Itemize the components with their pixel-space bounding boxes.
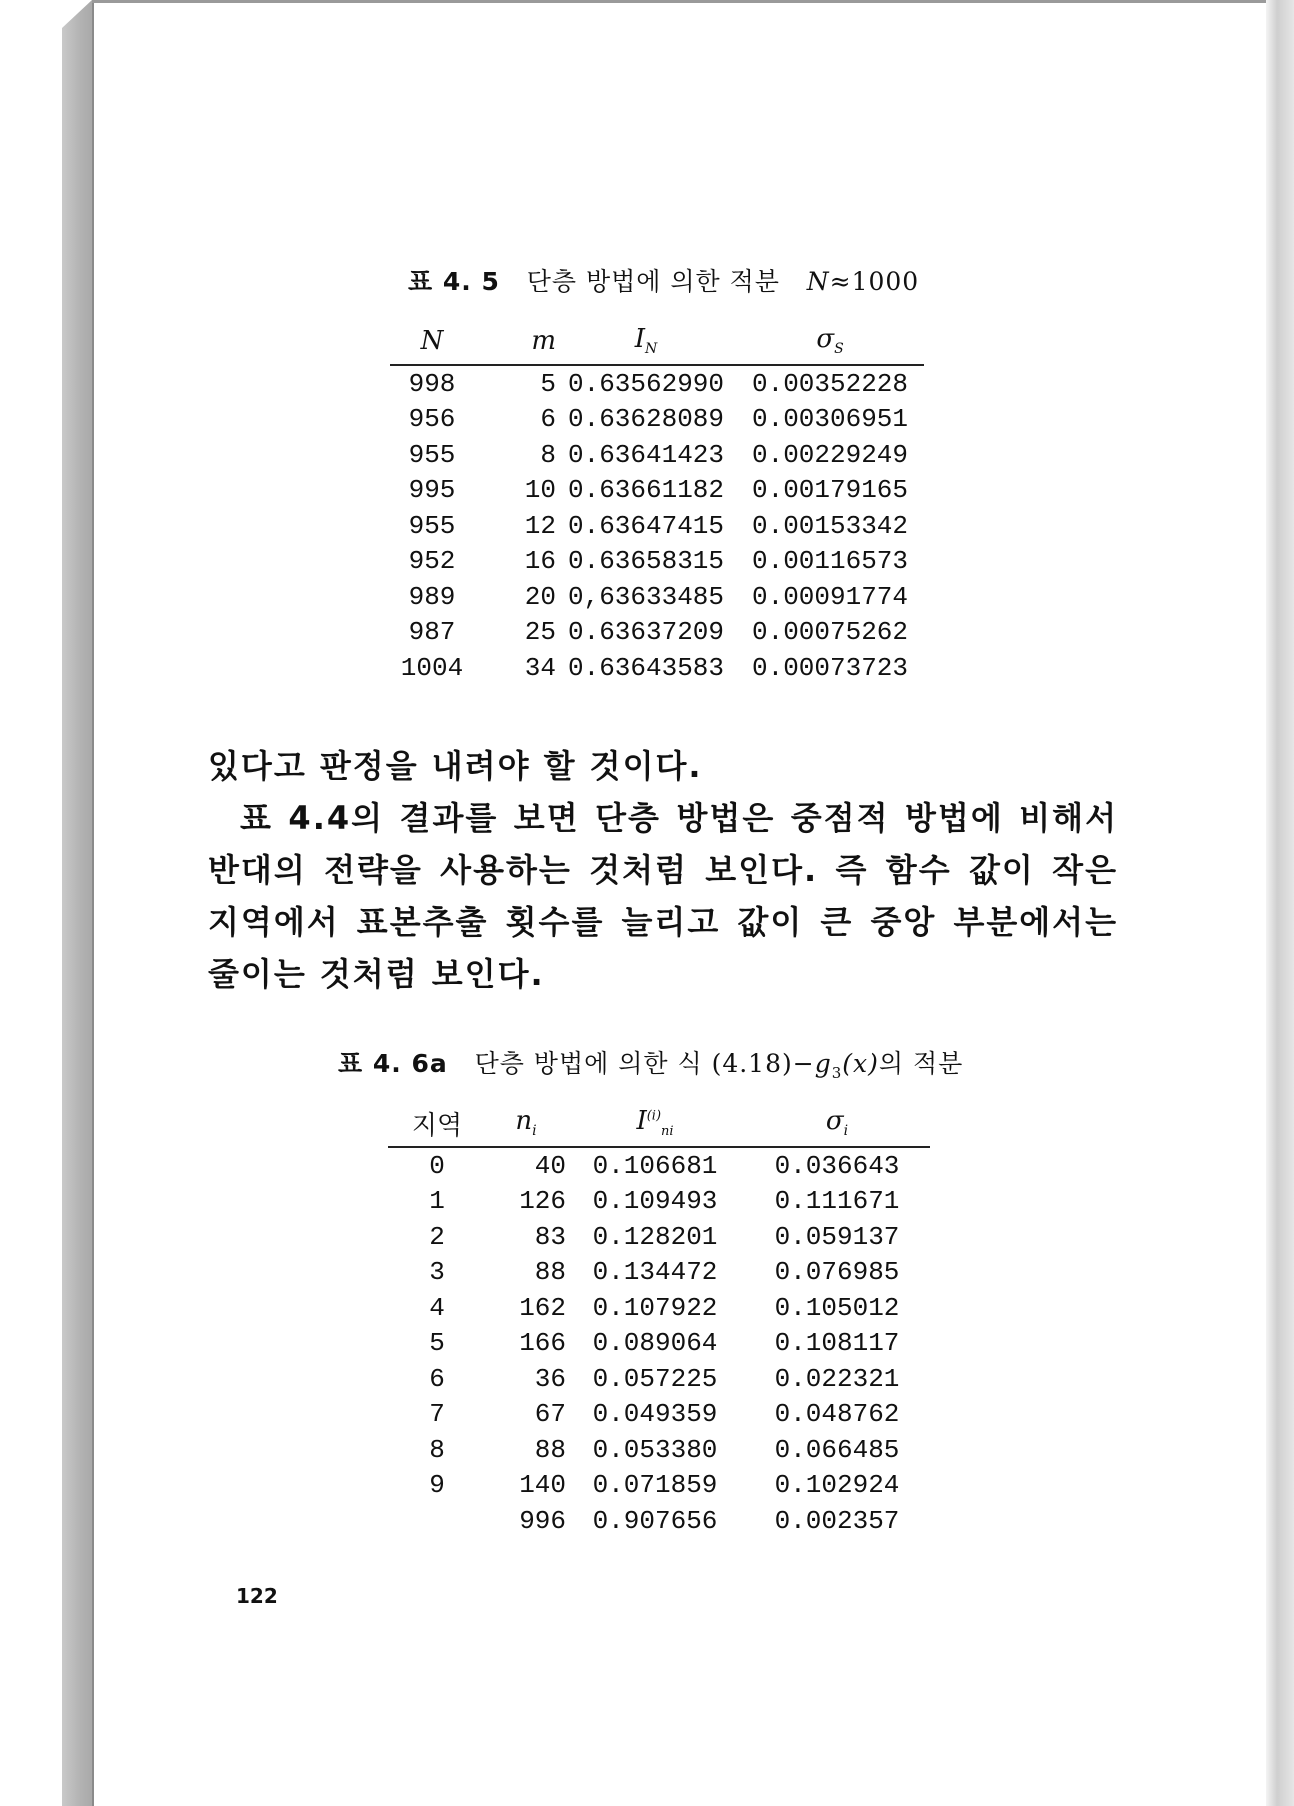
table2-header-ini: $I^{(i)}_{ni}$ [566, 1100, 744, 1147]
table1-cell: 0.00306951 [751, 404, 909, 435]
table2-dash: − [792, 1049, 815, 1078]
table2-cell: 0.057225 [592, 1363, 718, 1394]
table2-cell: 88 [534, 1434, 566, 1465]
table2-cell: 40 [534, 1150, 566, 1181]
table1-formula-rest: ≈1000 [829, 267, 920, 296]
table2-cell: 996 [519, 1505, 566, 1536]
table1-cell: 0.00153342 [751, 510, 909, 541]
table2-cell: 3 [429, 1257, 445, 1288]
table2-row [388, 1290, 930, 1326]
table1-caption [408, 262, 919, 298]
table2-header-region: 지역 [388, 1100, 486, 1147]
table1-cell: 995 [408, 475, 456, 506]
table1-cell: 0.63628089 [567, 404, 725, 435]
table1-cell: 25 [524, 617, 556, 648]
table2-cell: 7 [429, 1399, 445, 1430]
page-top-edge [92, 0, 1274, 3]
table2-row [388, 1326, 930, 1362]
table1-cell: 1004 [400, 652, 464, 683]
page-right-shadow [1266, 0, 1294, 1806]
table2-cell: 2 [429, 1221, 445, 1252]
table2-cell: 0.053380 [592, 1434, 718, 1465]
table2-suffix: 의 적분 [878, 1049, 964, 1078]
table2-row [388, 1255, 930, 1291]
table2-cell: 36 [534, 1363, 566, 1394]
table2-header-row [388, 1100, 930, 1147]
table2-cell: 4 [429, 1292, 445, 1323]
table2-cell: 0.107922 [592, 1292, 718, 1323]
table2-row [388, 1468, 930, 1504]
table1-cell: 5 [540, 368, 556, 399]
table2-cell: 67 [534, 1399, 566, 1430]
table1-cell: 34 [524, 652, 556, 683]
table1-cell: 0.63661182 [567, 475, 725, 506]
table1-cell: 0.63658315 [567, 546, 725, 577]
table1-cell: 987 [408, 617, 456, 648]
table1-row [390, 402, 924, 438]
table1-cell: 0.63637209 [567, 617, 725, 648]
table1-cell: 0.00229249 [751, 439, 909, 470]
table2-cell: 140 [519, 1470, 566, 1501]
table1-row [390, 365, 924, 402]
table2-cell: 0 [429, 1150, 445, 1181]
table1-header-in: $I_N$ [556, 318, 736, 365]
table1-cell: 955 [408, 510, 456, 541]
table1-cell: 956 [408, 404, 456, 435]
table2-cell: 1 [429, 1186, 445, 1217]
table1-cell: 952 [408, 546, 456, 577]
table2-cell: 83 [534, 1221, 566, 1252]
table1-cell: 12 [524, 510, 556, 541]
table2-ref: (4.18) [711, 1049, 793, 1078]
table2-cell: 126 [519, 1186, 566, 1217]
table1-row [390, 615, 924, 651]
table1-title: 단층 방법에 의한 적분 [526, 267, 780, 296]
text-paragraph: 표 4.4의 결과를 보면 단층 방법은 중점적 방법에 비해서 반대의 전략을 사용하는 것처럼 보인다. 즉 함수 값이 작은 지역에서 표본추출 횟수를 늘리고 값이 큰 중앙 부분에서는 줄이는 것처럼 보인다. [208, 799, 1118, 993]
table2-cell: 0.076985 [774, 1257, 900, 1288]
table1-cell: 0,63633485 [567, 581, 725, 612]
table2-title: 단층 방법에 의한 식 [474, 1049, 703, 1078]
table1-formula-var: N [806, 267, 830, 296]
table1-cell: 16 [524, 546, 556, 577]
table2-row [388, 1397, 930, 1433]
table2-row [388, 1503, 930, 1539]
table2-label: 표 4. 6a [338, 1049, 448, 1078]
table2-row [388, 1432, 930, 1468]
table2-cell: 88 [534, 1257, 566, 1288]
table1-cell: 0.63641423 [567, 439, 725, 470]
table2-cell: 6 [429, 1363, 445, 1394]
table2-header-ni: $n_i$ [486, 1100, 566, 1147]
table2-row [388, 1219, 930, 1255]
table1-cell: 0.00091774 [751, 581, 909, 612]
table1 [390, 318, 924, 686]
table1-cell: 20 [524, 581, 556, 612]
table2 [388, 1100, 930, 1539]
table1-cell: 6 [540, 404, 556, 435]
table2-cell: 0.111671 [774, 1186, 900, 1217]
table2-func-sub: 3 [831, 1064, 843, 1082]
table2-cell [388, 1503, 486, 1539]
table1-cell: 0.63647415 [567, 510, 725, 541]
table1-cell: 8 [540, 439, 556, 470]
table1-cell: 0.00073723 [751, 652, 909, 683]
table1-cell: 998 [408, 368, 456, 399]
table1-header-n: N [390, 318, 474, 365]
table2-cell: 0.102924 [774, 1470, 900, 1501]
book-spine [62, 0, 92, 1806]
table2-cell: 5 [429, 1328, 445, 1359]
table2-row [388, 1184, 930, 1220]
table1-row [390, 437, 924, 473]
table2-func: g [814, 1049, 832, 1078]
table2-cell: 0.059137 [774, 1221, 900, 1252]
table2-func-arg: (x) [842, 1049, 879, 1078]
table2-cell: 8 [429, 1434, 445, 1465]
table2-cell: 0.022321 [774, 1363, 900, 1394]
table2-header-sigma: $\sigma_i$ [744, 1100, 930, 1147]
table1-cell: 0.00075262 [751, 617, 909, 648]
table2-cell: 0.049359 [592, 1399, 718, 1430]
table2-cell: 162 [519, 1292, 566, 1323]
table2-cell: 0.089064 [592, 1328, 718, 1359]
table1-row [390, 473, 924, 509]
table1-cell: 0.63562990 [567, 368, 725, 399]
table2-cell: 0.109493 [592, 1186, 718, 1217]
table1-cell: 0.00116573 [751, 546, 909, 577]
table2-row [388, 1147, 930, 1184]
text-line-1: 있다고 판정을 내려야 할 것이다. [208, 747, 703, 785]
table1-cell: 989 [408, 581, 456, 612]
table1-cell: 10 [524, 475, 556, 506]
table2-cell: 0.066485 [774, 1434, 900, 1465]
table2-cell: 0.071859 [592, 1470, 718, 1501]
table2-row [388, 1361, 930, 1397]
table1-cell: 0.00352228 [751, 368, 909, 399]
table2-cell: 0.128201 [592, 1221, 718, 1252]
table1-header-m: m [474, 318, 556, 365]
table2-cell: 0.106681 [592, 1150, 718, 1181]
table2-cell: 0.002357 [774, 1505, 900, 1536]
table2-cell: 166 [519, 1328, 566, 1359]
table1-row [390, 544, 924, 580]
table2-cell: 0.108117 [774, 1328, 900, 1359]
table1-cell: 0.00179165 [751, 475, 909, 506]
table1-row [390, 508, 924, 544]
table2-cell: 0.048762 [774, 1399, 900, 1430]
table2-cell: 0.134472 [592, 1257, 718, 1288]
table1-row [390, 579, 924, 615]
table1-cell: 955 [408, 439, 456, 470]
table2-cell: 0.105012 [774, 1292, 900, 1323]
table2-cell: 9 [429, 1470, 445, 1501]
table1-cell: 0.63643583 [567, 652, 725, 683]
table1-header-row [390, 318, 924, 365]
table2-caption [338, 1044, 963, 1082]
page-number: 122 [236, 1584, 278, 1608]
table1-row [390, 650, 924, 686]
table2-cell: 0.036643 [774, 1150, 900, 1181]
table2-cell: 0.907656 [592, 1505, 718, 1536]
table1-header-sigma: $\sigma_S$ [736, 318, 924, 365]
table1-label: 표 4. 5 [408, 267, 500, 296]
